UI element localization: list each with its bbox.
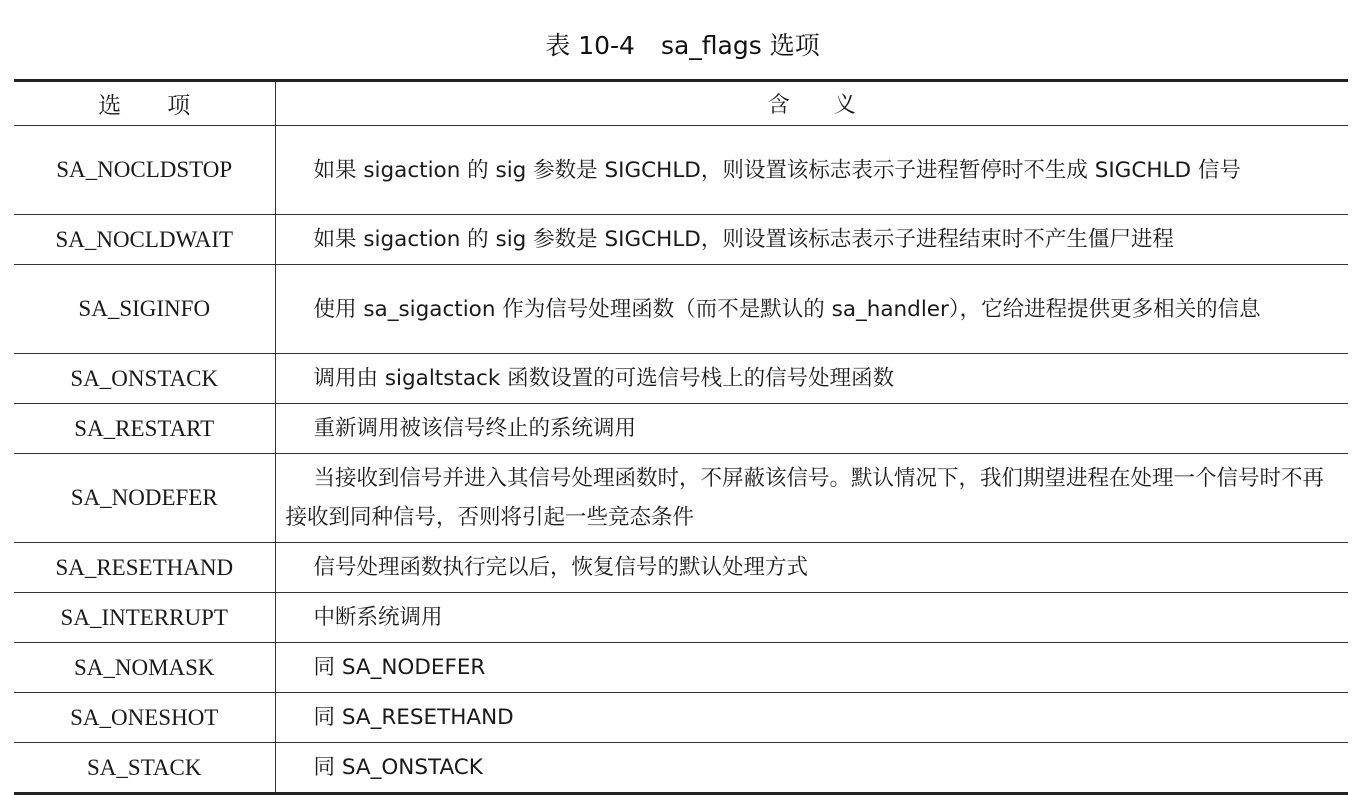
meaning-cell: 同 SA_NODEFER: [313, 655, 486, 680]
option-cell: SA_NOCLDWAIT: [14, 215, 275, 265]
option-cell: SA_NOCLDSTOP: [14, 126, 275, 215]
option-cell: SA_ONSTACK: [14, 354, 275, 404]
meaning-cell: 同 SA_RESETHAND: [313, 705, 514, 730]
option-cell: SA_INTERRUPT: [14, 593, 275, 643]
option-cell: SA_SIGINFO: [14, 265, 275, 354]
table-row: [14, 215, 1348, 265]
meaning-cell: 当接收到信号并进入其信号处理函数时，不屏蔽该信号。默认情况下，我们期望进程在处理一个信号时不再接收到同种信号，否则将引起一些竞态条件: [285, 466, 1325, 530]
meaning-cell: 重新调用被该信号终止的系统调用: [313, 416, 637, 441]
table-number: 表 10-4: [545, 31, 635, 60]
header-option: 选 项: [14, 81, 275, 126]
option-cell: SA_RESETHAND: [14, 543, 275, 593]
meaning-cell: 调用由 sigaltstack 函数设置的可选信号栈上的信号处理函数: [313, 366, 895, 391]
table-row: [14, 593, 1348, 643]
option-cell: SA_STACK: [14, 743, 275, 794]
table-row: [14, 404, 1348, 454]
table-caption: [0, 28, 1365, 64]
option-cell: SA_ONESHOT: [14, 693, 275, 743]
table-title: sa_flags 选项: [660, 31, 820, 60]
table-row: [14, 693, 1348, 743]
table-row: [14, 543, 1348, 593]
option-cell: SA_NODEFER: [14, 454, 275, 543]
meaning-cell: 如果 sigaction 的 sig 参数是 SIGCHLD，则设置该标志表示子进程暂停时不生成 SIGCHLD 信号: [313, 157, 1241, 183]
table-header-row: [14, 81, 1348, 126]
table-row: [14, 126, 1348, 215]
meaning-cell: 信号处理函数执行完以后，恢复信号的默认处理方式: [313, 555, 809, 580]
meaning-cell: 使用 sa_sigaction 作为信号处理函数（而不是默认的 sa_handler），它给进程提供更多相关的信息: [313, 296, 1261, 322]
table-row: [14, 354, 1348, 404]
option-cell: SA_RESTART: [14, 404, 275, 454]
table-row: [14, 743, 1348, 794]
header-meaning: 含 义: [767, 93, 856, 118]
sa-flags-table: [14, 79, 1348, 795]
meaning-cell: 如果 sigaction 的 sig 参数是 SIGCHLD，则设置该标志表示子进程结束时不产生僵尸进程: [313, 227, 1174, 252]
meaning-cell: 同 SA_ONSTACK: [313, 755, 483, 780]
table-row: [14, 265, 1348, 354]
table-row: [14, 454, 1348, 543]
table-row: [14, 643, 1348, 693]
meaning-cell: 中断系统调用: [313, 605, 443, 630]
option-cell: SA_NOMASK: [14, 643, 275, 693]
